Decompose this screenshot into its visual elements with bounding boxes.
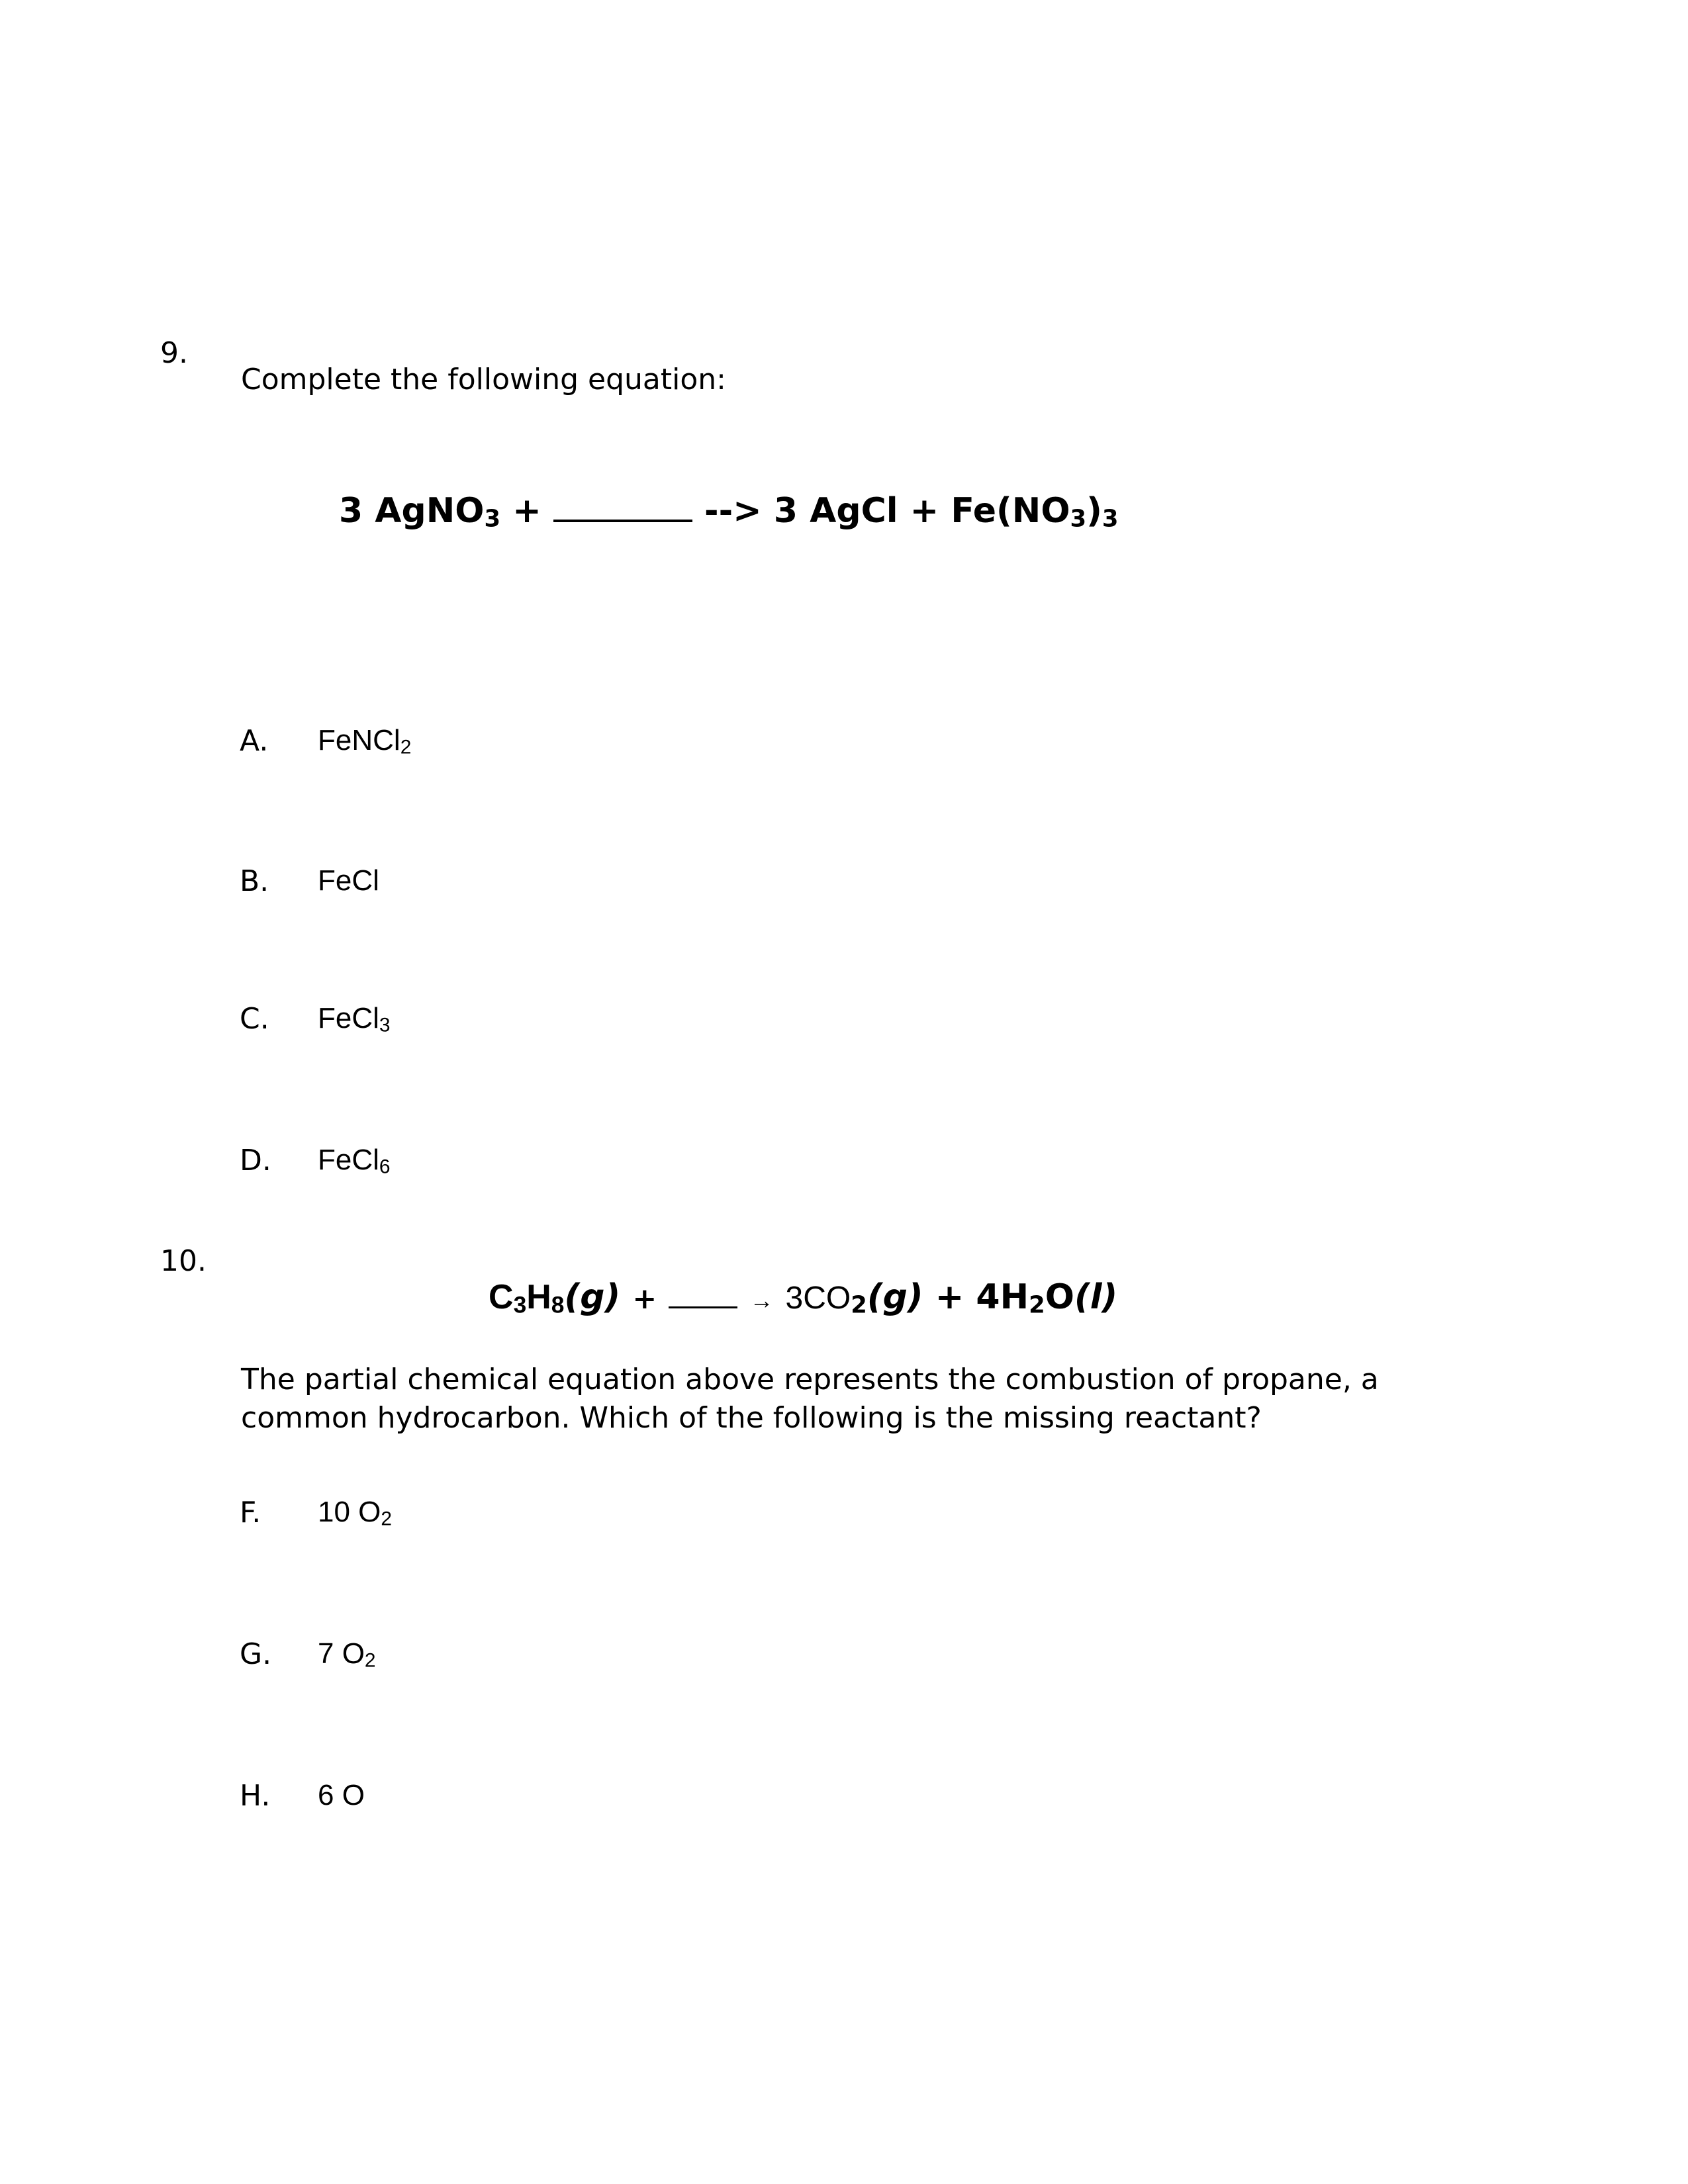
q10-option-g-formula: 7 O	[318, 1637, 365, 1670]
eq10-h2o-sub: 2	[1029, 1291, 1045, 1319]
q10-option-f-sub: 2	[381, 1508, 393, 1530]
q10-option-g-text[interactable]	[318, 1637, 376, 1670]
q9-option-d-formula: FeCl	[318, 1144, 379, 1176]
q9-option-d-letter[interactable]: D.	[240, 1144, 271, 1177]
eq10-c: C	[489, 1278, 514, 1316]
q9-option-a-sub: 2	[400, 736, 412, 758]
q10-option-h-text[interactable]	[318, 1779, 365, 1812]
eq9-close-paren: )	[1086, 491, 1102, 531]
eq10-co2-sub: 2	[851, 1291, 867, 1319]
q10-option-h-formula: 6 O	[318, 1779, 365, 1811]
q9-option-d-text[interactable]	[318, 1144, 391, 1177]
eq10-plus2: +	[935, 1277, 964, 1317]
eq10-plus: +	[632, 1282, 657, 1316]
q9-option-c-text[interactable]	[318, 1002, 391, 1035]
q9-option-c-letter[interactable]: C.	[240, 1002, 269, 1036]
eq9-products: 3 AgCl + Fe(NO	[773, 491, 1070, 531]
q10-option-f-letter[interactable]: F.	[240, 1496, 261, 1529]
eq10-arrow: →	[749, 1287, 774, 1314]
eq10-h-sub: 8	[551, 1292, 565, 1318]
eq9-reactant1: 3 AgNO	[339, 491, 485, 531]
eq10-blank	[669, 1306, 737, 1308]
q10-option-g-sub: 2	[364, 1649, 376, 1672]
question-10-equation	[489, 1277, 1117, 1317]
q9-option-a-letter[interactable]: A.	[240, 724, 269, 758]
q9-option-b-text[interactable]	[318, 864, 379, 897]
eq10-state2: (g)	[867, 1277, 923, 1317]
question-10-number: 10.	[160, 1244, 207, 1278]
eq9-blank	[553, 520, 692, 522]
question-9-number: 9.	[160, 336, 188, 370]
q10-option-f-text[interactable]	[318, 1496, 392, 1529]
q10-option-g-letter[interactable]: G.	[240, 1637, 272, 1671]
q9-option-d-sub: 6	[379, 1156, 391, 1178]
q9-option-a-formula: FeNCl	[318, 724, 400, 756]
q10-option-f-formula: 10 O	[318, 1496, 381, 1528]
eq9-sub3: 3	[1102, 505, 1119, 533]
eq10-h2o-b: O	[1045, 1277, 1074, 1317]
q9-option-a-text[interactable]	[318, 724, 411, 757]
eq9-arrow: -->	[704, 491, 762, 531]
eq10-h: H	[526, 1278, 551, 1316]
question-10-paragraph: The partial chemical equation above represents the combustion of propane, a common hydrocarbon. Which of the following is the missing reactant?	[241, 1363, 1379, 1435]
eq10-state1: (g)	[564, 1277, 621, 1317]
question-9-prompt: Complete the following equation:	[241, 363, 726, 396]
eq9-sub1: 3	[484, 505, 501, 533]
q10-option-h-letter[interactable]: H.	[240, 1779, 271, 1813]
q9-option-b-letter[interactable]: B.	[240, 864, 269, 898]
eq10-co2: 3CO	[785, 1281, 851, 1316]
eq9-plus: +	[512, 491, 541, 531]
eq9-sub2: 3	[1070, 505, 1087, 533]
q9-option-c-sub: 3	[379, 1014, 391, 1036]
q9-option-b-formula: FeCl	[318, 864, 379, 897]
eq10-h2o-a: 4H	[976, 1277, 1029, 1317]
eq10-c-sub: 3	[513, 1292, 527, 1318]
question-9-equation	[339, 491, 1119, 531]
q9-option-c-formula: FeCl	[318, 1002, 379, 1034]
eq10-state3: (l)	[1074, 1277, 1118, 1317]
